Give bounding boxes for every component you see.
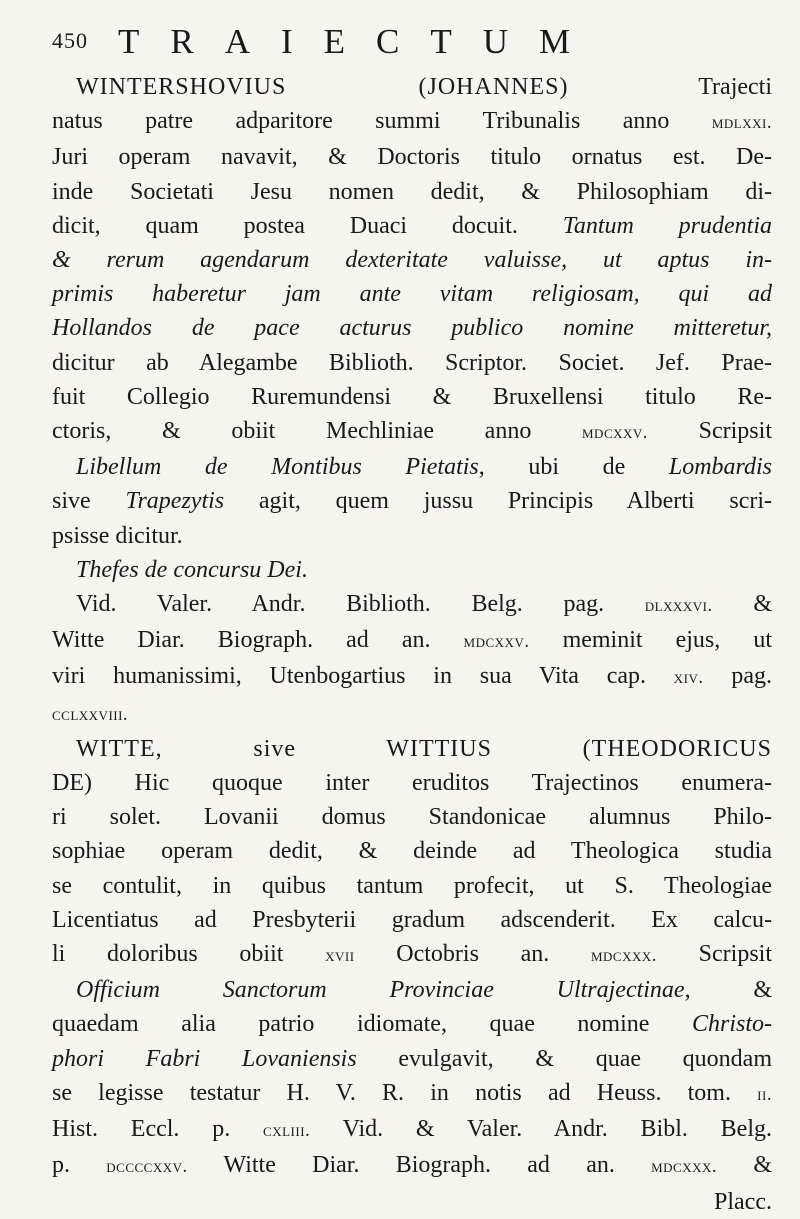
text-run: Libellum de Montibus Pietatis — [76, 454, 479, 481]
text-line — [52, 277, 772, 311]
text-run: sive — [52, 488, 126, 515]
text-run: Vid. & Valer. Andr. Bibl. Belg. — [310, 1116, 772, 1143]
text-run: & — [712, 591, 772, 618]
text-run: Scripsit — [656, 941, 772, 968]
text-run: ri solet. Lovanii domus Standonicae alumnus Philo- — [52, 804, 772, 831]
text-run: Placc. — [714, 1188, 772, 1215]
text-line — [52, 659, 772, 695]
text-run: WITTE, sive WITTIUS (THEODORICUS — [76, 735, 772, 762]
text-run: inde Societati Jesu nomen dedit, & Philosophiam di- — [52, 178, 772, 205]
text-line — [52, 1185, 772, 1219]
text-run: mdcxxx. — [590, 945, 657, 967]
text-run: meminit ejus, ut — [529, 627, 772, 654]
text-line — [52, 800, 772, 834]
text-run: li doloribus obiit — [52, 941, 326, 968]
text-run: cclxxviii. — [52, 703, 129, 725]
text-run: sophiae operam dedit, & deinde ad Theologica studia — [52, 838, 772, 865]
text-line — [52, 973, 772, 1007]
body-text — [52, 70, 772, 1219]
text-run: Witte Diar. Biograph. ad an. — [52, 627, 464, 654]
text-run: se contulit, in quibus tantum profecit, ut S. Theologiae — [52, 872, 772, 899]
text-line — [52, 1076, 772, 1112]
text-run: natus patre adparitore summi Tribunalis anno — [52, 108, 712, 135]
text-run: pag. — [703, 663, 773, 690]
text-run: xiv. — [673, 667, 704, 689]
text-run: ii. — [757, 1083, 772, 1105]
text-line — [52, 696, 772, 732]
text-run: Juri operam navavit, & Doctoris titulo ornatus est. De- — [52, 144, 772, 171]
text-run: Licentiatus ad Presbyterii gradum adscenderit. Ex calcu- — [52, 906, 772, 933]
text-run: psisse dicitur. — [52, 522, 183, 549]
running-title: TRAIECTUM — [118, 22, 602, 61]
text-run: mdcxxv. — [582, 422, 648, 444]
text-line — [52, 346, 772, 380]
text-run: WINTERSHOVIUS ( — [76, 74, 428, 100]
text-run: dlxxxvi. — [644, 595, 713, 617]
text-line — [52, 70, 772, 104]
text-run: ) Trajecti — [559, 74, 772, 100]
text-run: Hist. Eccl. p. — [52, 1116, 264, 1143]
text-line — [52, 140, 772, 174]
page-number: 450 — [52, 28, 88, 53]
text-run: dicit, quam postea Duaci docuit. — [52, 212, 563, 239]
text-run: cxliii. — [263, 1120, 311, 1142]
text-line — [52, 209, 772, 243]
text-run: Lombardis — [668, 454, 773, 481]
text-line — [52, 732, 772, 766]
text-run: mdcxxv. — [463, 631, 530, 653]
text-line — [52, 175, 772, 209]
text-line — [52, 450, 772, 484]
text-run: Officium Sanctorum Provinciae Ultrajectinae — [76, 977, 685, 1004]
text-run: quaedam alia patrio idiomate, quae nomine — [52, 1011, 692, 1038]
text-line — [52, 519, 772, 553]
text-run: mdlxxi. — [711, 112, 772, 134]
text-run: phori Fabri Lovaniensis — [52, 1045, 357, 1072]
text-run: se legisse testatur H. V. R. in notis ad Heuss. tom. — [52, 1079, 758, 1106]
text-line — [52, 587, 772, 623]
text-line — [52, 869, 772, 903]
text-run: Scripsit — [647, 418, 772, 445]
text-run: Vid. Valer. Andr. Biblioth. Belg. pag. — [76, 591, 645, 618]
text-line — [52, 311, 772, 345]
text-line — [52, 903, 772, 937]
text-line — [52, 243, 772, 277]
text-run: DE) Hic quoque inter eruditos Trajectinos enumera- — [52, 770, 772, 797]
text-run: mdcxxx. — [651, 1156, 718, 1178]
text-run: Trapezytis — [125, 488, 225, 515]
text-run: Octobris an. — [354, 941, 591, 968]
text-run: JOHANNES — [427, 74, 560, 100]
text-run: agit, quem jussu Principis Alberti scri- — [224, 488, 772, 515]
text-run: Witte Diar. Biograph. ad an. — [187, 1152, 652, 1179]
text-line — [52, 104, 772, 140]
text-run: dicitur ab Alegambe Biblioth. Scriptor. Societ. Jef. Prae- — [52, 349, 772, 376]
text-line — [52, 484, 772, 518]
text-run: p. — [52, 1152, 107, 1179]
text-run: Tantum prudentia — [562, 212, 772, 239]
text-run: evulgavit, & quae quondam — [356, 1045, 773, 1072]
text-line — [52, 1148, 772, 1184]
text-run: , & — [684, 977, 772, 1004]
text-line — [52, 766, 772, 800]
text-run: Hollandos de pace acturus publico nomine mitteretur, — [52, 315, 772, 342]
text-line — [52, 1007, 772, 1041]
text-line — [52, 1042, 772, 1076]
text-run: ctoris, & obiit Mechliniae anno — [52, 418, 582, 445]
text-line — [52, 937, 772, 973]
text-line — [52, 553, 772, 587]
text-line — [52, 380, 772, 414]
text-line — [52, 623, 772, 659]
text-run: , ubi de — [478, 454, 669, 481]
text-run: Thefes de concursu Dei. — [76, 556, 308, 583]
text-run: fuit Collegio Ruremundensi & Bruxellensi titulo Re- — [52, 383, 772, 410]
text-run: xvii — [325, 945, 355, 967]
text-run: primis haberetur jam ante vitam religiosam, qui ad — [52, 281, 772, 308]
text-line — [52, 834, 772, 868]
text-run: viri humanissimi, Utenbogartius in sua Vita cap. — [52, 663, 674, 690]
text-run: dccccxxv. — [106, 1156, 188, 1178]
text-line — [52, 1112, 772, 1148]
text-run: Christo- — [691, 1011, 772, 1038]
text-line — [52, 414, 772, 450]
text-run: & rerum agendarum dexteritate valuisse, ut aptus in- — [52, 247, 772, 274]
text-run: & — [717, 1152, 773, 1179]
